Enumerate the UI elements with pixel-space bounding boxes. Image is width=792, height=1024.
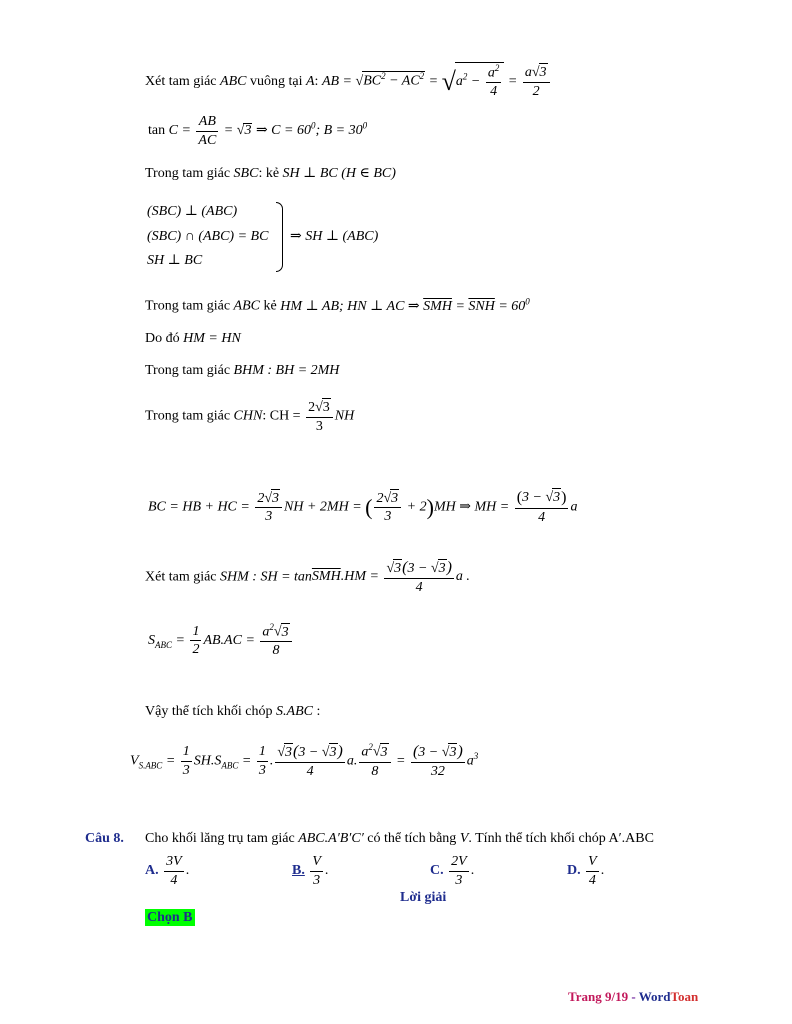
right-brace: [276, 202, 283, 272]
formula-ab: AB = $√BC^2 - AC^2 = √a^2$ − $\frac{a^2}{4}$ = $\frac{a√3}{2}$: [322, 74, 552, 89]
question-label: Câu 8.: [85, 831, 124, 846]
option-d[interactable]: D. $\frac{V}{4}$ .: [567, 854, 605, 888]
math: SH ⊥ BC (H ∈ BC): [282, 166, 396, 181]
option-label: A.: [145, 863, 159, 879]
page-number: Trang 9/19: [568, 989, 629, 1004]
line-7: [145, 398, 354, 435]
formula-bc: BC = HB + HC = $\frac{2√3}{3}$ NH + 2MH = ( $\frac{2√3}{3}$ + 2)MH ⇒ MH = $\frac{(3 - √3)}{4}$ a: [148, 489, 578, 525]
math: BHM : BH = 2MH: [233, 363, 340, 378]
text: Xét tam giác: [145, 74, 221, 90]
line-11: [145, 705, 320, 719]
math: V: [459, 831, 469, 846]
option-fraction: $\frac{V}{4}$: [588, 854, 597, 888]
math: SHM : SH = tan: [220, 569, 312, 585]
option-label: C.: [430, 863, 444, 879]
formula-sabc: $S_{ABC}$ = $\frac{1}{2}$ AB.AC = $\frac{a^2√3}{8}$: [148, 622, 294, 660]
text: :: [312, 704, 321, 719]
solution-title: Lời giải: [400, 890, 447, 905]
system-line-1: (SBC) ⊥ (ABC): [147, 204, 238, 219]
text: : kẻ: [258, 166, 283, 181]
math: SBC: [233, 166, 259, 181]
math: HM = HN: [183, 331, 241, 346]
text: Vậy thể tích khối chóp: [145, 704, 277, 719]
answer-badge: [145, 911, 195, 925]
option-b[interactable]: B. $\frac{V}{3}$ .: [292, 854, 329, 888]
question-text: [145, 832, 654, 846]
math: ABC.A′B′C′: [298, 831, 364, 846]
system-result: ⇒ SH ⊥ (ABC): [290, 229, 379, 244]
math: A: [305, 74, 315, 90]
option-a[interactable]: A. $\frac{3V}{4}$ .: [145, 854, 190, 888]
line-3: [145, 167, 396, 181]
line-9: [145, 558, 470, 597]
system-line-2: (SBC) ∩ (ABC) = BC: [147, 229, 269, 244]
text: Xét tam giác: [145, 569, 221, 585]
formula-volume: $V_{S.ABC}$ = $\frac{1}{3}$ $SH.S_{ABC}$ = $\frac{1}{3}$ . $\frac{√3(3 - √3)}{4}$ a. $\frac{a^2√3}{8}$ = $\frac{(3 - √3)}{32}$ $a^3$: [130, 742, 479, 779]
formula-sh: $\overline{SMH}.HM$ = $\frac{√3(3 - √3)}{4}$ a .: [311, 559, 470, 595]
line-5: [145, 332, 241, 346]
system-line-3: SH ⊥ BC: [147, 253, 203, 268]
page-footer: [568, 990, 698, 1003]
text: có thể tích bằng: [363, 831, 460, 846]
option-c[interactable]: C. $\frac{2V}{3}$ .: [430, 854, 475, 888]
formula-tan: C = $\frac{AB}{AC}$ = √3 ⇒ $C = 60^0$; $B = 30^0$: [168, 114, 368, 148]
text: tan: [148, 123, 169, 139]
text: Trong tam giác: [145, 166, 234, 181]
line-4: [145, 297, 530, 314]
formula-hm: HM ⊥ AB; HN ⊥ AC ⇒ $\overline{SMH} = \overline{SNH} = 60^0$: [280, 296, 530, 314]
math: ABC: [233, 298, 260, 314]
text: Trong tam giác: [145, 298, 234, 314]
text: Trong tam giác: [145, 363, 234, 378]
question-8: [85, 832, 124, 846]
text: : CH =: [262, 408, 305, 424]
option-fraction: $\frac{V}{3}$: [312, 854, 321, 888]
text: Trong tam giác: [145, 408, 234, 424]
brand-word: Word: [638, 989, 671, 1004]
text: Cho khối lăng trụ tam giác: [145, 831, 299, 846]
option-label: D.: [567, 863, 581, 879]
option-label: B.: [292, 863, 305, 879]
line-6: [145, 364, 339, 378]
math: NH: [334, 408, 355, 424]
line-2: [148, 113, 367, 149]
option-fraction: $\frac{2V}{3}$: [451, 854, 467, 888]
brand-toan: Toan: [670, 989, 699, 1004]
separator: -: [628, 989, 639, 1004]
text: Do đó: [145, 331, 184, 346]
text: kẻ: [260, 298, 281, 314]
answer-text: Chọn B: [147, 910, 193, 925]
math: A′.ABC: [608, 831, 654, 846]
fraction: $\frac{2√3}{3}$: [306, 398, 333, 435]
text: . Tính thể tích khối chóp: [468, 831, 609, 846]
text: vuông tại: [246, 74, 306, 90]
line-1: [145, 62, 552, 101]
math: S.ABC: [276, 704, 313, 719]
text: :: [314, 74, 322, 90]
option-fraction: $\frac{3V}{4}$: [166, 854, 182, 888]
math: CHN: [233, 408, 263, 424]
math: ABC: [220, 74, 247, 90]
